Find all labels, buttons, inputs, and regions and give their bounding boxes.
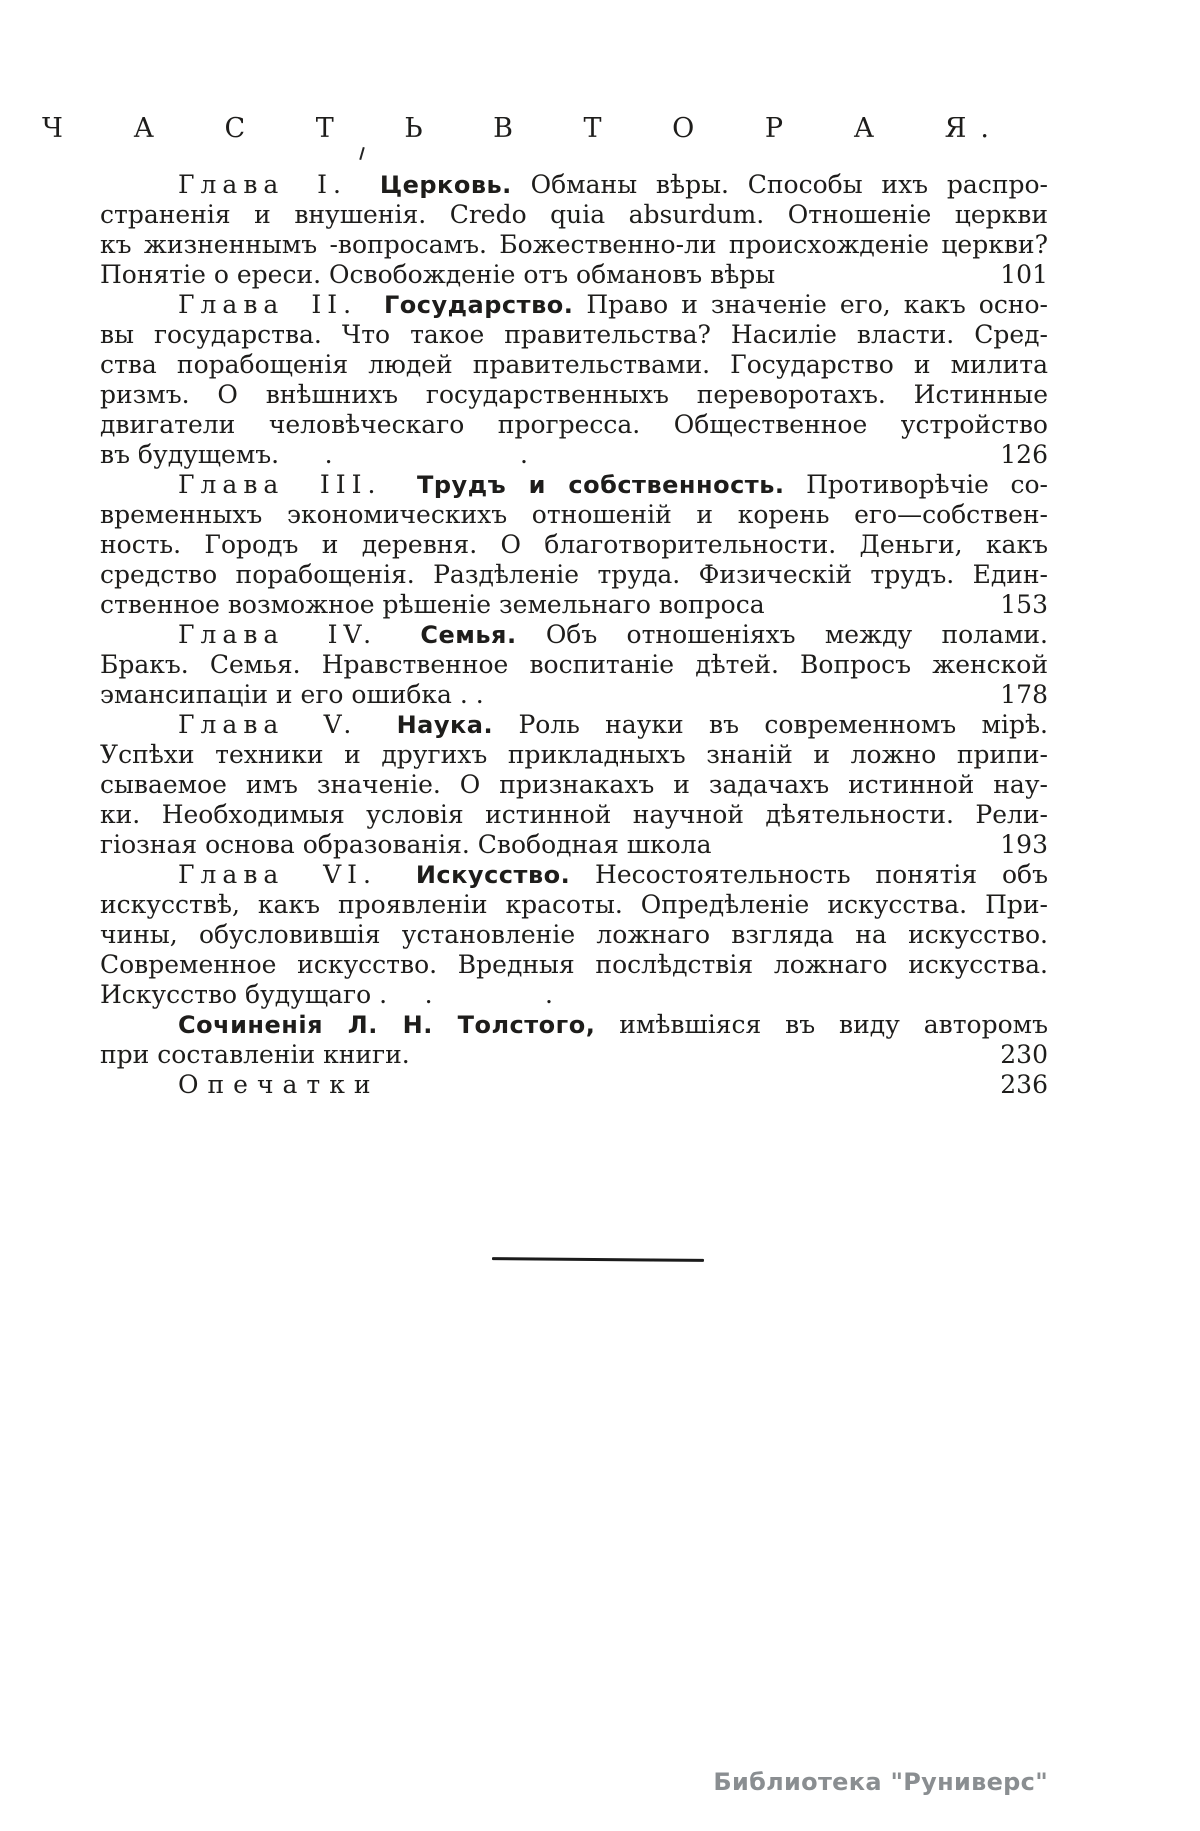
- part-heading: Ч А С Т Ь В Т О Р А Я.: [42, 113, 1003, 144]
- toc-text-segment: имѣвшіяся въ виду авторомъ: [595, 1010, 1049, 1039]
- toc-text-segment: Понятіе о ереси. Освобожденіе отъ обмановъ вѣры: [100, 260, 776, 289]
- toc-line-text: [100, 350, 1048, 379]
- toc-line-text: [178, 620, 1048, 649]
- toc-line-text: [178, 170, 1048, 199]
- toc-line-text: [100, 320, 1048, 349]
- toc-line: [100, 890, 1048, 920]
- toc-entry: [100, 290, 1048, 470]
- section-divider-rule: [492, 1257, 704, 1262]
- chapter-title: Сочиненія Л. Н. Толстого,: [178, 1011, 596, 1039]
- toc-line: [100, 230, 1048, 260]
- toc-line-text: [100, 680, 484, 710]
- page-number: 236: [1000, 1070, 1048, 1099]
- toc-line: [100, 1070, 1048, 1100]
- toc-entry: [100, 1070, 1048, 1100]
- toc-line: [100, 680, 1048, 710]
- toc-line: [100, 740, 1048, 770]
- toc-line: [100, 500, 1048, 530]
- toc-text-segment: Успѣхи техники и другихъ прикладныхъ знаній и ложно припи-: [100, 740, 1048, 769]
- chapter-label: Глава VI.: [178, 860, 416, 889]
- toc-text-segment: гіозная основа образованія. Свободная школа: [100, 830, 712, 859]
- page-number: 178: [1000, 680, 1048, 709]
- toc-line: [100, 710, 1048, 740]
- toc-text-segment: Искусство будущаго . . .: [100, 980, 553, 1009]
- toc-text-segment: вы государства. Что такое правительства? Насиліе власти. Сред-: [100, 320, 1048, 349]
- toc-text-segment: чины, обусловившія установленіе ложнаго взгляда на искусство.: [100, 920, 1048, 949]
- toc-line: [100, 350, 1048, 380]
- toc-line-text: [100, 410, 1048, 439]
- toc-line: [100, 980, 1048, 1010]
- toc-line-text: [100, 500, 1048, 529]
- library-watermark: Библиотека "Руниверс": [713, 1768, 1048, 1796]
- chapter-label: Глава III.: [178, 470, 417, 499]
- toc-entry: [100, 710, 1048, 860]
- toc-text-segment: Роль науки въ современномъ мірѣ.: [493, 710, 1048, 739]
- toc-text-segment: ства порабощенія людей правительствами. Государство и милита: [100, 350, 1048, 379]
- toc-line: [100, 200, 1048, 230]
- page-number: 126: [1000, 440, 1048, 469]
- toc-line-text: [100, 440, 528, 470]
- toc-text-segment: страненія и внушенія. Credo quia absurdum. Отношеніе церкви: [100, 200, 1048, 229]
- toc-line-text: [100, 800, 1048, 829]
- toc-text-segment: временныхъ экономическихъ отношеній и корень его—собствен-: [100, 500, 1048, 529]
- toc-line-text: [100, 530, 1048, 559]
- toc-line: [100, 1040, 1048, 1070]
- table-of-contents: [100, 170, 1048, 1100]
- chapter-label: Глава II.: [178, 290, 385, 319]
- toc-line-text: [100, 200, 1048, 229]
- toc-line-text: [100, 650, 1048, 679]
- toc-line: [100, 530, 1048, 560]
- toc-text-segment: въ будущемъ. . .: [100, 440, 528, 469]
- toc-text-segment: Обманы вѣры. Способы ихъ распро-: [511, 170, 1048, 199]
- toc-line: [100, 860, 1048, 890]
- toc-entry: [100, 470, 1048, 620]
- page-number: 193: [1000, 830, 1048, 859]
- toc-text-segment: Опечатки: [178, 1070, 380, 1099]
- toc-line: [100, 410, 1048, 440]
- toc-line-text: [100, 590, 765, 620]
- toc-line-text: [100, 230, 1048, 259]
- toc-text-segment: Бракъ. Семья. Нравственное воспитаніе дѣтей. Вопросъ женской: [100, 650, 1048, 679]
- toc-line: [100, 1010, 1048, 1040]
- toc-text-segment: Противорѣчіе со-: [784, 470, 1048, 499]
- toc-line-text: [100, 1040, 410, 1070]
- toc-entry: [100, 1010, 1048, 1070]
- toc-line: [100, 800, 1048, 830]
- toc-text-segment: ризмъ. О внѣшнихъ государственныхъ переворотахъ. Истинные: [100, 380, 1048, 409]
- toc-text-segment: искусствѣ, какъ проявленіи красоты. Опредѣленіе искусства. При-: [100, 890, 1048, 919]
- toc-line-text: [100, 380, 1048, 409]
- chapter-label: Глава V.: [178, 710, 397, 739]
- toc-text-segment: къ жизненнымъ -вопросамъ. Божественно-ли происхожденіе церкви?: [100, 230, 1048, 259]
- toc-line: [100, 650, 1048, 680]
- toc-line-text: [100, 1070, 380, 1100]
- toc-line: [100, 770, 1048, 800]
- toc-text-segment: ки. Необходимыя условія истинной научной дѣятельности. Рели-: [100, 800, 1048, 829]
- toc-line-text: [100, 770, 1048, 799]
- toc-line: [100, 950, 1048, 980]
- toc-line-text: [100, 260, 775, 290]
- toc-text-segment: Несостоятельность понятія объ: [570, 860, 1048, 889]
- toc-line: [100, 830, 1048, 860]
- toc-line-text: [178, 710, 1048, 739]
- chapter-label: Глава I.: [178, 170, 380, 199]
- toc-line: [100, 170, 1048, 200]
- toc-entry: [100, 170, 1048, 290]
- toc-line-text: [178, 290, 1048, 319]
- page-number: 153: [1000, 590, 1048, 619]
- toc-line: [100, 590, 1048, 620]
- toc-line: [100, 620, 1048, 650]
- toc-line-text: [100, 830, 712, 860]
- toc-text-segment: средство порабощенія. Раздѣленіе труда. Физическій трудъ. Един-: [100, 560, 1048, 589]
- toc-text-segment: двигатели человѣческаго прогресса. Общественное устройство: [100, 410, 1048, 439]
- toc-entry: [100, 620, 1048, 710]
- page-number: 230: [1000, 1040, 1048, 1069]
- page-number: 101: [1000, 260, 1048, 289]
- toc-text-segment: ность. Городъ и деревня. О благотворительности. Деньги, какъ: [100, 530, 1048, 559]
- toc-entry: [100, 860, 1048, 1010]
- toc-line: [100, 380, 1048, 410]
- toc-line-text: [100, 890, 1048, 919]
- toc-text-segment: эмансипаціи и его ошибка . .: [100, 680, 484, 709]
- chapter-title: Трудъ и собственность.: [417, 471, 785, 499]
- toc-line: [100, 320, 1048, 350]
- toc-line-text: [178, 1010, 1048, 1039]
- toc-text-segment: Современное искусство. Вредныя послѣдствія ложнаго искусства.: [100, 950, 1048, 979]
- chapter-title: Государство.: [384, 291, 574, 319]
- scan-artifact-mark: [359, 147, 365, 160]
- chapter-title: Искусство.: [415, 861, 571, 889]
- toc-text-segment: сываемое имъ значеніе. О признакахъ и задачахъ истинной нау-: [100, 770, 1048, 799]
- chapter-title: Наука.: [396, 711, 494, 739]
- toc-text-segment: Объ отношеніяхъ между полами.: [516, 620, 1048, 649]
- toc-line-text: [100, 950, 1048, 979]
- toc-line: [100, 560, 1048, 590]
- chapter-label: Глава IV.: [178, 620, 421, 649]
- toc-line-text: [100, 920, 1048, 949]
- toc-text-segment: Право и значеніе его, какъ осно-: [573, 290, 1048, 319]
- toc-line-text: [100, 560, 1048, 589]
- toc-line: [100, 260, 1048, 290]
- toc-line-text: [178, 470, 1048, 499]
- toc-line: [100, 470, 1048, 500]
- toc-text-segment: при составленіи книги.: [100, 1040, 410, 1069]
- chapter-title: Семья.: [420, 621, 517, 649]
- toc-line: [100, 920, 1048, 950]
- toc-line-text: [100, 740, 1048, 769]
- toc-line-text: [178, 860, 1048, 889]
- toc-text-segment: ственное возможное рѣшеніе земельнаго вопроса: [100, 590, 765, 619]
- toc-line: [100, 290, 1048, 320]
- toc-line: [100, 440, 1048, 470]
- chapter-title: Церковь.: [379, 171, 512, 199]
- toc-line-text: [100, 980, 553, 1009]
